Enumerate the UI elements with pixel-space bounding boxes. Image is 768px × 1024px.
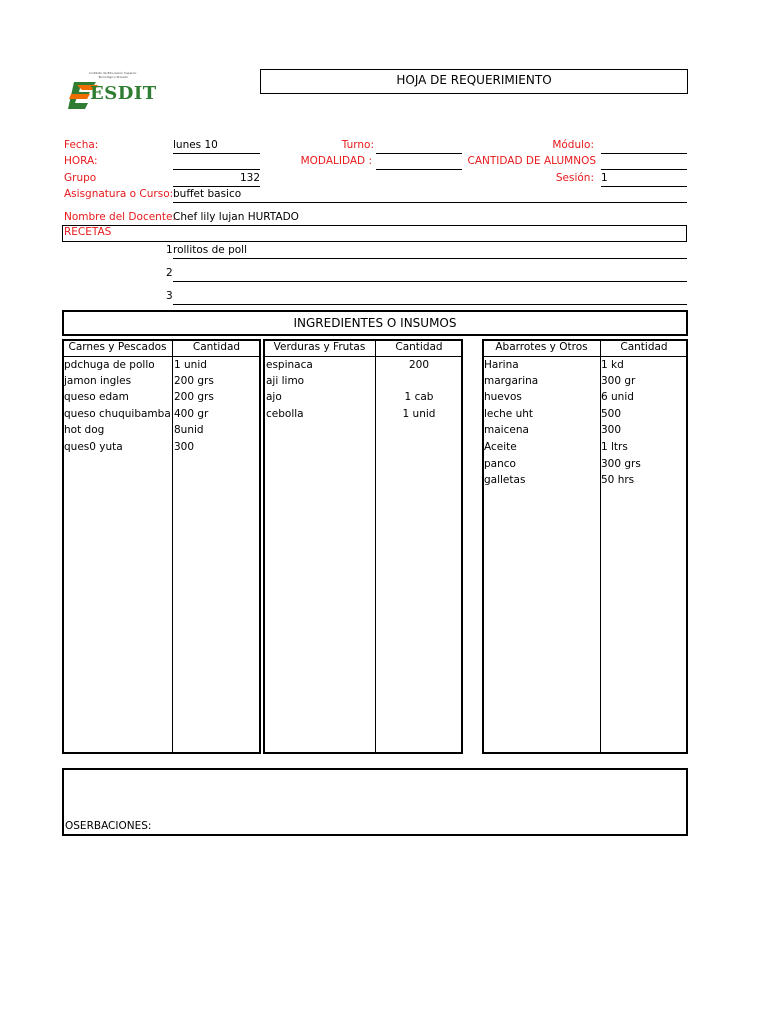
abarrotes-qty: 50 hrs: [601, 474, 635, 486]
receta-number: 3: [166, 290, 173, 302]
abarrotes-qty: 300: [601, 424, 622, 436]
abarrotes-qty: 1 kd: [601, 359, 624, 371]
asignatura-label: Asisgnatura o Curso:: [64, 188, 174, 200]
receta-number: 2: [166, 267, 173, 279]
modalidad-label: MODALIDAD :: [300, 155, 372, 167]
carnes-item: jamon ingles: [64, 375, 132, 387]
hora-label: HORA:: [64, 155, 98, 167]
observaciones-label: OSERBACIONES:: [65, 820, 152, 832]
receta-number: 1: [166, 244, 173, 256]
logo: [68, 70, 157, 112]
fecha-label: Fecha:: [64, 139, 99, 151]
docente-field[interactable]: Chef lily lujan HURTADO: [173, 211, 299, 223]
abarrotes-header: Abarrotes y Otros: [495, 341, 588, 353]
abarrotes-item: Aceite: [484, 441, 517, 453]
verduras-qty: 1 unid: [402, 408, 436, 420]
abarrotes-item: margarina: [484, 375, 539, 387]
abarrotes-item: huevos: [484, 391, 522, 403]
abarrotes-item: panco: [484, 458, 516, 470]
carnes-qty: 200 grs: [174, 375, 214, 387]
docente-label: Nombre del Docente:: [64, 211, 176, 223]
carnes-item: hot dog: [64, 424, 105, 436]
verduras-item: aji limo: [266, 375, 305, 387]
cantidad-alumnos-label: CANTIDAD DE ALUMNOS: [467, 155, 596, 167]
recetas-header: [62, 225, 687, 242]
abarrotes-item: galletas: [484, 474, 526, 486]
asignatura-field[interactable]: buffet basico: [173, 186, 687, 203]
carnes-cantidad-header: Cantidad: [192, 341, 241, 353]
turno-field[interactable]: [376, 137, 462, 154]
abarrotes-qty: 6 unid: [601, 391, 634, 403]
document-title-text: HOJA DE REQUERIMIENTO: [396, 73, 552, 87]
verduras-qty: 200: [408, 359, 430, 371]
carnes-item: pdchuga de pollo: [64, 359, 155, 371]
verduras-header: Verduras y Frutas: [273, 341, 366, 353]
carnes-qty: 200 grs: [174, 391, 214, 403]
sesion-label: Sesión:: [555, 172, 594, 184]
carnes-header: Carnes y Pescados: [68, 341, 167, 353]
carnes-qty: 400 gr: [174, 408, 209, 420]
receta-field[interactable]: rollitos de poll: [173, 242, 687, 259]
observaciones-box[interactable]: [62, 768, 688, 836]
turno-label: Turno:: [341, 139, 374, 151]
receta-field[interactable]: [173, 265, 687, 282]
logo-tagline-1: Instituto de Educación Superior: [89, 71, 137, 75]
modulo-field[interactable]: [601, 137, 687, 154]
carnes-qty: 300: [174, 441, 195, 453]
abarrotes-qty: 300 grs: [601, 458, 641, 470]
verduras-cantidad-header: Cantidad: [395, 341, 443, 353]
abarrotes-item: maicena: [484, 424, 529, 436]
hora-field[interactable]: [173, 153, 260, 170]
ingredientes-title: [62, 310, 688, 336]
carnes-qty: 8unid: [174, 424, 204, 436]
recetas-label: RECETAS: [64, 226, 112, 238]
carnes-item: queso chuquibamba: [64, 408, 171, 420]
verduras-item: cebolla: [266, 408, 304, 420]
verduras-item: espinaca: [266, 359, 313, 371]
document-title: [260, 69, 688, 94]
carnes-item: ques0 yuta: [64, 441, 123, 453]
modalidad-field[interactable]: [376, 153, 462, 170]
verduras-qty: 1 cab: [404, 391, 434, 403]
abarrotes-item: Harina: [484, 359, 519, 371]
abarrotes-item: leche uht: [484, 408, 534, 420]
fecha-field[interactable]: lunes 10: [173, 137, 260, 154]
abarrotes-cantidad-header: Cantidad: [620, 341, 668, 353]
logo-text: ESDIT: [90, 83, 157, 104]
logo-tagline-2: Tecnológico Privado: [98, 75, 128, 79]
carnes-item: queso edam: [64, 391, 129, 403]
receta-field[interactable]: [173, 288, 687, 305]
grupo-label: Grupo: [64, 172, 97, 184]
abarrotes-qty: 500: [601, 408, 622, 420]
abarrotes-qty: 1 ltrs: [601, 441, 628, 453]
abarrotes-qty: 300 gr: [601, 375, 636, 387]
grupo-field[interactable]: 132: [173, 170, 260, 187]
carnes-qty: 1 unid: [174, 359, 207, 371]
verduras-item: ajo: [266, 391, 282, 403]
ingredientes-title-text: INGREDIENTES O INSUMOS: [293, 316, 457, 330]
cantidad-alumnos-field[interactable]: [601, 153, 687, 170]
sesion-field[interactable]: 1: [601, 170, 687, 187]
modulo-label: Módulo:: [552, 139, 594, 151]
